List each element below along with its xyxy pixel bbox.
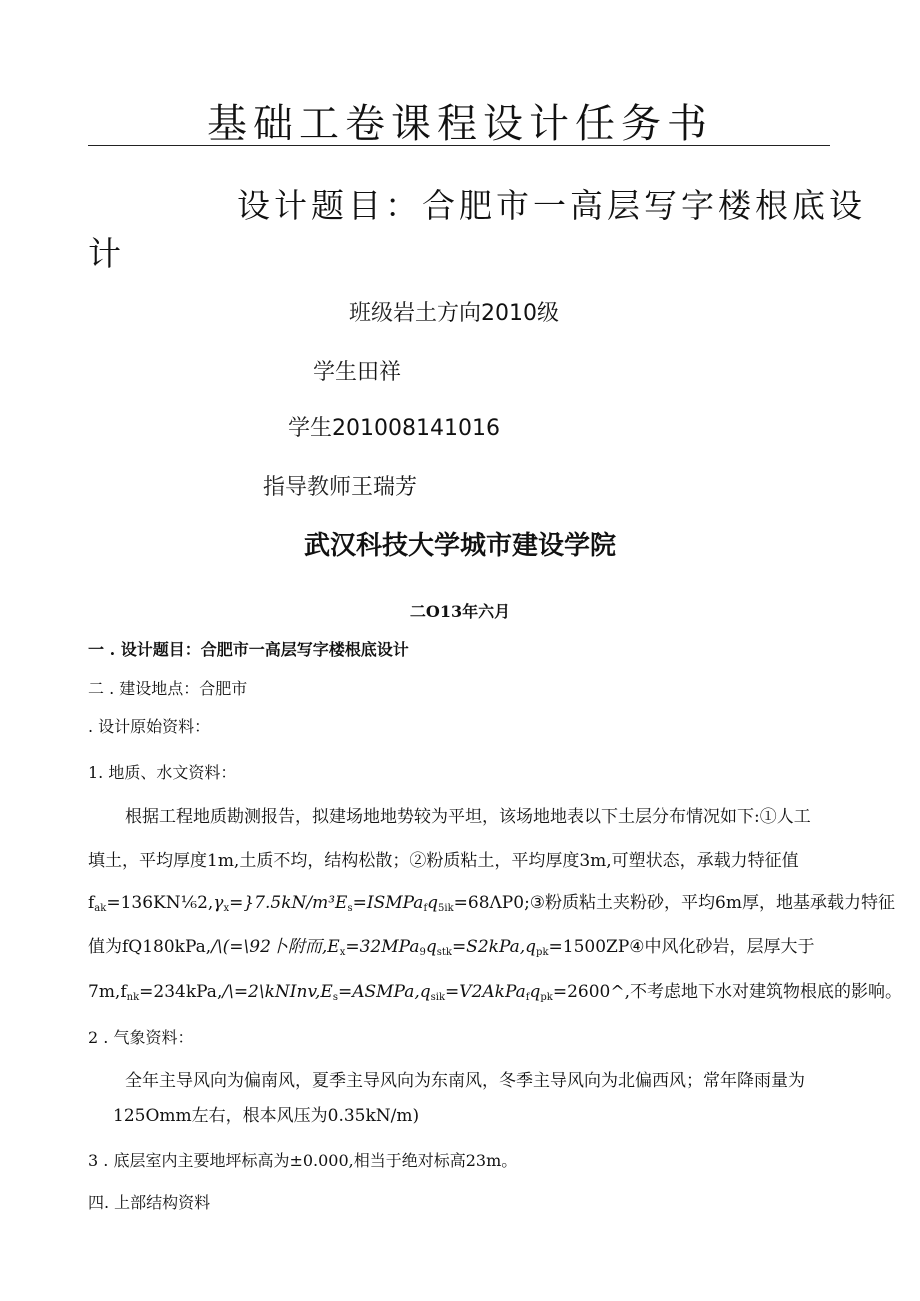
section-4-heading: 四. 上部结构资料 <box>88 1193 211 1212</box>
geology-paragraph-line4 <box>88 932 828 958</box>
geology-paragraph-line2: 填土，平均厚度1m,土质不均，结构松散；②粉质粘土，平均厚度3m,可塑状态，承载力特征值 <box>88 851 799 871</box>
subscript: stk <box>436 947 452 958</box>
document-date: 二O13年六月 <box>409 602 511 621</box>
subscript: pk <box>536 947 549 958</box>
text-run: 7m,f <box>88 982 127 1002</box>
student-id-info <box>288 411 500 442</box>
text-run: =234kPa, <box>139 982 223 1002</box>
section-2-heading: 二 . 建设地点：合肥市 <box>88 679 248 698</box>
text-run: /\=2\kNInv,E <box>222 982 333 1002</box>
text-run: =}7.5kN/m³E <box>229 893 348 913</box>
text-run: /\(=\92卜附而,E <box>211 937 340 957</box>
advisor-label: 指导教师 <box>263 475 352 500</box>
section-3-1-heading: 1. 地质、水文资料： <box>88 763 237 782</box>
weather-paragraph-line1: 全年主导风向为偏南风，夏季主导风向为东南风，冬季主导风向为北偏西风；常年降雨量为 <box>125 1071 805 1091</box>
class-info <box>349 296 559 327</box>
class-label: 班级 <box>349 301 394 326</box>
student-id-value: 201008141016 <box>332 416 500 441</box>
student-value: 田祥 <box>357 360 402 385</box>
geology-paragraph-line3 <box>88 888 895 914</box>
subscript: ak <box>94 903 107 914</box>
geology-paragraph-line5 <box>88 977 902 1003</box>
advisor-info <box>263 470 417 501</box>
text-run: =1500ZP④中风化砂岩，层厚大于 <box>548 937 815 957</box>
subscript: f <box>423 903 428 914</box>
document-title: 基础工卷课程设计任务书 <box>207 101 713 147</box>
subscript: 9 <box>419 947 426 958</box>
text-run: =S2kPa,q <box>451 937 537 957</box>
text-run: =V2AkPa <box>445 982 526 1002</box>
weather-paragraph-line2: 125Omm左右，根本风压为0.35kN∕m) <box>113 1106 420 1126</box>
section-1-heading: 一 . 设计题目：合肥市一高层写字楼根底设计 <box>88 640 409 659</box>
text-run: γ <box>213 893 224 913</box>
subscript: f <box>525 992 530 1003</box>
subscript: s <box>347 903 353 914</box>
text-run: =32MPa <box>345 937 420 957</box>
subscript: x <box>339 947 346 958</box>
geology-paragraph-line1: 根据工程地质勘测报告，拟建场地地势较为平坦，该场地地表以下土层分布情况如下:①人工 <box>125 807 811 827</box>
university-name: 武汉科技大学城市建设学院 <box>303 531 616 561</box>
subscript: x <box>223 903 230 914</box>
section-3-3-heading: 3 . 底层室内主要地坪标高为±0.000,相当于绝对标高23m。 <box>88 1151 518 1170</box>
text-run: q <box>427 893 439 913</box>
subscript: nk <box>126 992 140 1003</box>
advisor-value: 王瑞芳 <box>351 475 418 500</box>
design-topic-line1: 设计题目：合肥市一高层写字楼根底设 <box>237 186 866 225</box>
student-id-label: 学生 <box>288 416 333 441</box>
subscript: pk <box>540 992 553 1003</box>
text-run: f <box>88 893 95 913</box>
title-divider <box>88 145 830 146</box>
class-value: 岩土方向2010级 <box>393 301 560 326</box>
text-run: =ISMPa <box>352 893 424 913</box>
text-run: =2600^,不考虑地下水对建筑物根底的影响。 <box>552 982 902 1002</box>
subscript: s <box>332 992 338 1003</box>
section-3-2-heading: 2 . 气象资料： <box>88 1028 194 1047</box>
text-run: q <box>425 937 437 957</box>
subscript: sik <box>430 992 446 1003</box>
student-info <box>313 355 401 386</box>
text-run: 值为fQ180kPa, <box>88 937 212 957</box>
text-run: =ASMPa,q <box>337 982 431 1002</box>
design-topic-line2: 计 <box>88 234 121 273</box>
student-label: 学生 <box>313 360 358 385</box>
subscript: 5ik <box>438 903 454 914</box>
text-run: =136KN⅙2, <box>106 893 214 913</box>
text-run: q <box>529 982 541 1002</box>
section-3-heading: . 设计原始资料： <box>88 717 211 736</box>
text-run: =68ΛP0;③粉质粘土夹粉砂，平均6m厚，地基承载力特征 <box>453 893 895 913</box>
